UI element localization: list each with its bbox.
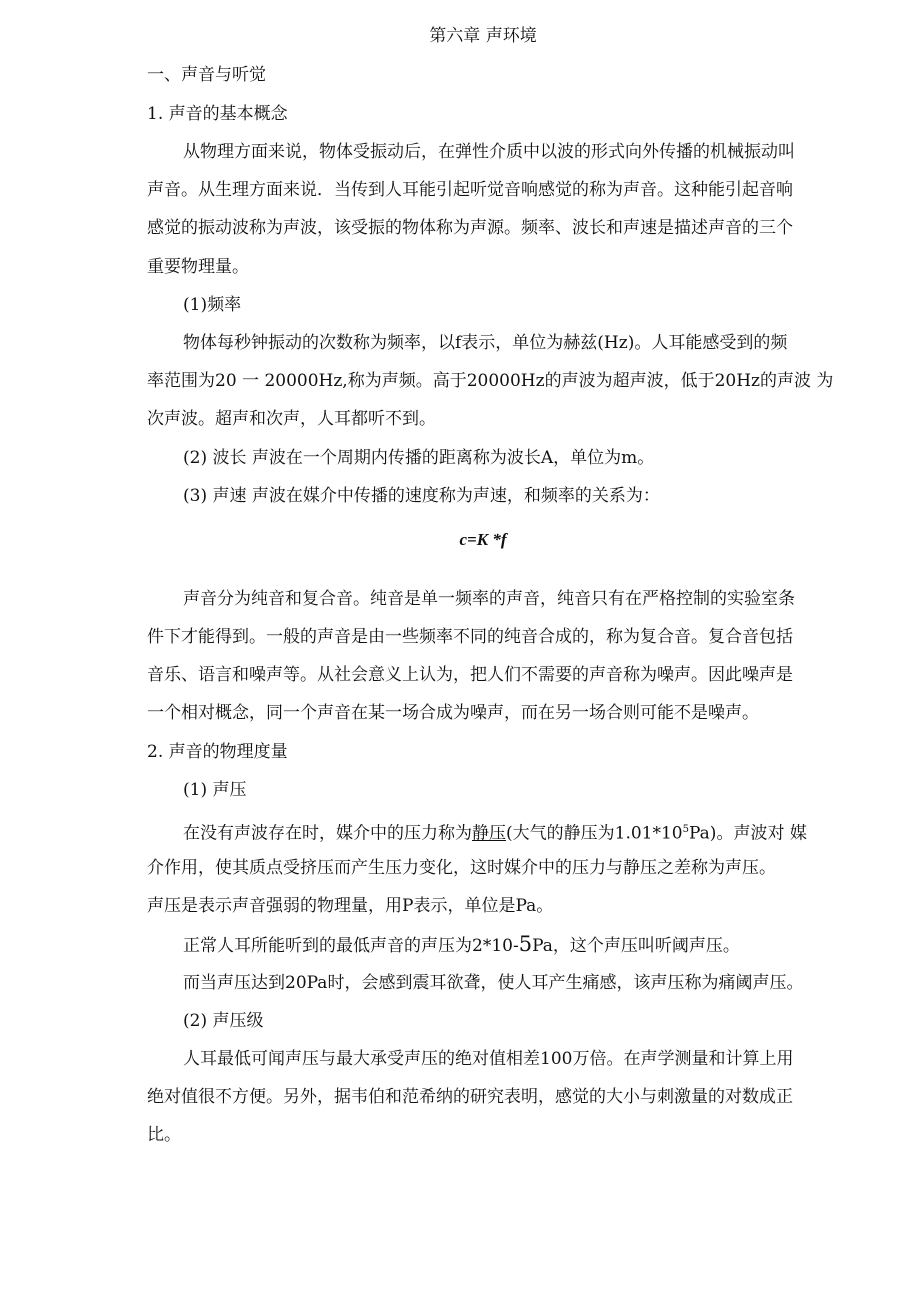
exponent-large: 5 xyxy=(518,932,533,956)
paragraph-line: 率范围为20 一 20000Hz,称为声频。高于20000Hz的声波为超声波，低于20Hz的声波 为 xyxy=(147,371,834,391)
paragraph-line: 声音。从生理方面来说．当传到人耳能引起听觉音响感觉的称为声音。这种能引起音响 xyxy=(147,180,793,200)
paragraph-line: 而当声压达到20Pa时，会感到震耳欲聋，使人耳产生痛感，该声压称为痛阈声压。 xyxy=(183,973,804,993)
pressure-level-heading: (2) 声压级 xyxy=(183,1011,264,1031)
subsection-heading: 2. 声音的物理度量 xyxy=(147,742,288,762)
paragraph-line xyxy=(183,818,807,846)
paragraph-line: 比。 xyxy=(147,1125,181,1145)
paragraph-line xyxy=(183,932,740,958)
frequency-heading: (1)频率 xyxy=(183,295,242,315)
paragraph-line: 重要物理量。 xyxy=(147,257,249,277)
paragraph-line: 次声波。超声和次声，人耳都听不到。 xyxy=(147,409,436,429)
text-span: 在没有声波存在时，媒介中的压力称为 xyxy=(183,823,472,844)
text-span: (大气的静压为1.01*10 xyxy=(506,823,683,844)
exponent: 5 xyxy=(682,824,689,835)
pressure-heading: (1) 声压 xyxy=(183,780,247,800)
chapter-title: 第六章 声环境 xyxy=(429,26,537,46)
paragraph-line: 感觉的振动波称为声波，该受振的物体称为声源。频率、波长和声速是描述声音的三个 xyxy=(147,218,793,238)
formula: c=K *f xyxy=(459,530,507,549)
paragraph-line: 声压是表示声音强弱的物理量，用P表示，单位是Pa。 xyxy=(147,896,554,916)
paragraph-line: 物体每秒钟振动的次数称为频率，以f表示，单位为赫兹(Hz)。人耳能感受到的频 xyxy=(183,333,788,353)
paragraph-line: 绝对值很不方便。另外，据韦伯和范希纳的研究表明，感觉的大小与刺激量的对数成正 xyxy=(147,1087,793,1107)
paragraph-line: 介作用，使其质点受挤压而产生压力变化，这时媒介中的压力与静压之差称为声压。 xyxy=(147,858,776,878)
subsection-heading: 1. 声音的基本概念 xyxy=(147,104,288,124)
speed-line: (3) 声速 声波在媒介中传播的速度称为声速，和频率的关系为： xyxy=(183,486,660,506)
wavelength-line: (2) 波长 声波在一个周期内传播的距离称为波长A，单位为m。 xyxy=(183,448,655,468)
text-span: Pa)。声波对 媒 xyxy=(689,823,807,844)
paragraph-line: 从物理方面来说，物体受振动后，在弹性介质中以波的形式向外传播的机械振动叫 xyxy=(183,142,795,162)
static-pressure-term: 静压 xyxy=(472,823,506,844)
text-span: Pa，这个声压叫听阈声压。 xyxy=(532,936,740,956)
paragraph-line: 件下才能得到。一般的声音是由一些频率不同的纯音合成的，称为复合音。复合音包括 xyxy=(147,627,793,647)
paragraph-line: 音乐、语言和噪声等。从社会意义上认为，把人们不需要的声音称为噪声。因此噪声是 xyxy=(147,665,793,685)
paragraph-line: 一个相对概念，同一个声音在某一场合成为噪声，而在另一场合则可能不是噪声。 xyxy=(147,703,759,723)
paragraph-line: 声音分为纯音和复合音。纯音是单一频率的声音，纯音只有在严格控制的实验室条 xyxy=(183,589,795,609)
section-heading: 一、声音与听觉 xyxy=(147,65,266,85)
text-span: 正常人耳所能听到的最低声音的声压为2*10- xyxy=(183,936,519,956)
paragraph-line: 人耳最低可闻声压与最大承受声压的绝对值相差100万倍。在声学测量和计算上用 xyxy=(183,1049,794,1069)
